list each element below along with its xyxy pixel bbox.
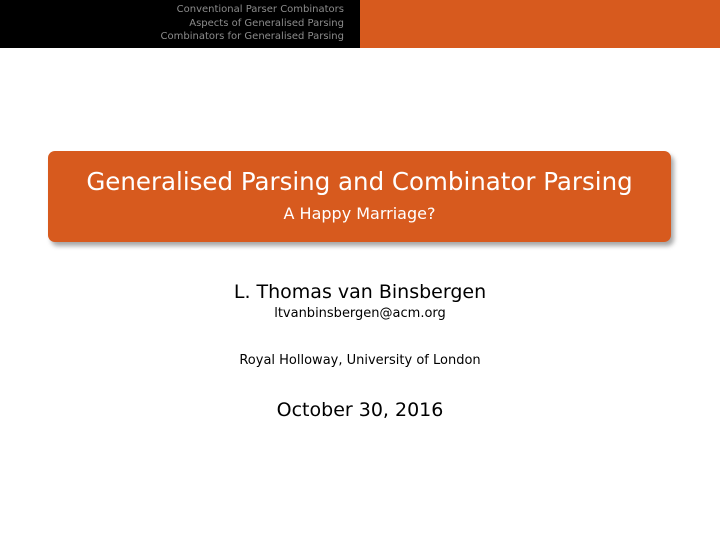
institute: Royal Holloway, University of London	[239, 353, 481, 368]
author-email: ltvanbinsbergen@acm.org	[274, 306, 446, 321]
nav-section-combinators-for-generalised-parsing[interactable]: Combinators for Generalised Parsing	[160, 31, 344, 42]
headline-accent-block	[360, 0, 720, 48]
title-block	[48, 151, 671, 242]
section-navigation	[0, 0, 360, 48]
slide-subtitle: A Happy Marriage?	[283, 204, 436, 223]
nav-section-aspects-of-generalised-parsing[interactable]: Aspects of Generalised Parsing	[189, 17, 344, 29]
presentation-date: October 30, 2016	[276, 399, 444, 421]
slide-title: Generalised Parsing and Combinator Parsing	[86, 167, 633, 196]
author-name: L. Thomas van Binsbergen	[233, 281, 487, 303]
headline-bar	[0, 0, 720, 48]
nav-section-conventional-parser-combinators[interactable]: Conventional Parser Combinators	[176, 4, 344, 15]
